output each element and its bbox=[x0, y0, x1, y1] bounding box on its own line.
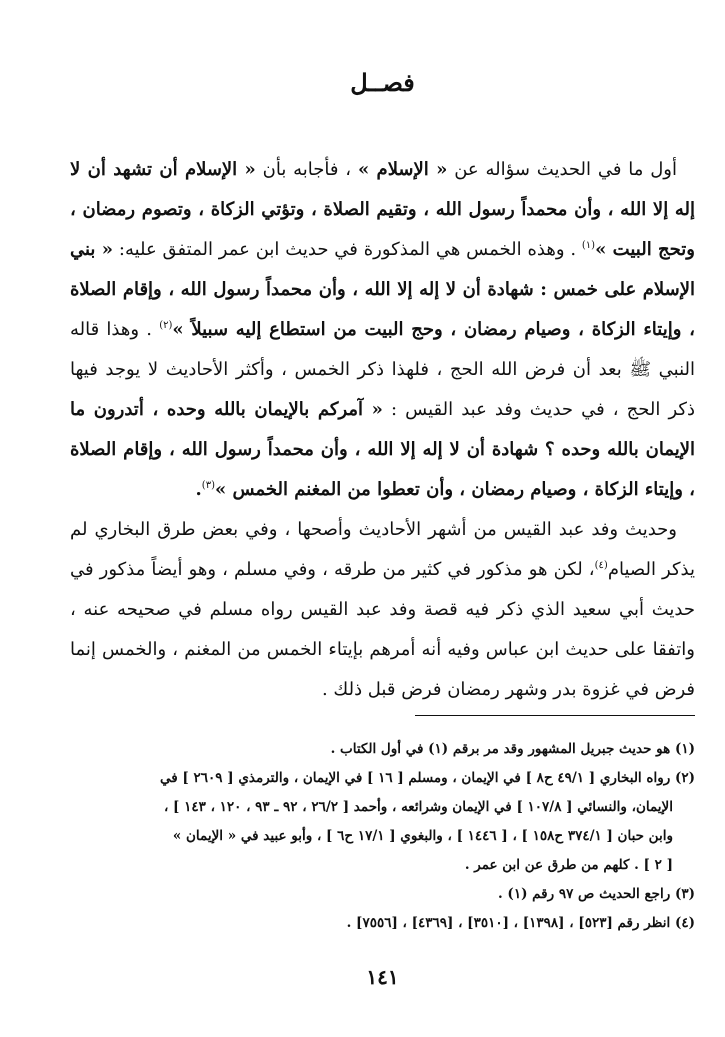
text-run: وحديث وفد عبد القيس من أشهر الأحاديث وأصحها ، وفي بعض طرق البخاري لم يذكر الصيام bbox=[70, 519, 695, 580]
document-page bbox=[70, 0, 695, 1037]
text-run: . bbox=[195, 479, 202, 500]
footnote-divider bbox=[415, 715, 695, 716]
footnote-4: (٤) انظر رقم [٥٢٣] ، [١٣٩٨] ، [٣٥١٠] ، [٤٣٦٩] ، [٧٥٥٦] . bbox=[346, 915, 695, 931]
footnote-ref-1: (١) bbox=[581, 240, 596, 251]
footnote-2-line-1: (٢) رواه البخاري [ ٤٩/١ ح٨ ] في الإيمان ، ومسلم [ ١٦ ] في الإيمان ، والترمذي [ ٢٦٠٩ ] في bbox=[160, 770, 695, 786]
text-run: أول ما في الحديث سؤاله عن bbox=[447, 159, 677, 180]
hadith-quote: « الإسلام أن تشهد أن لا إله إلا الله ، وأن محمداً رسول الله ، وتقيم الصلاة ، وتؤتي الزكاة ، وتصوم رمضان ، وتحج البيت » bbox=[70, 159, 695, 260]
footnote-2-line-4: [ ٢ ] . كلهم من طرق عن ابن عمر . bbox=[464, 857, 673, 873]
footnotes bbox=[70, 735, 695, 938]
hadith-quote: « آمركم بالإيمان بالله وحده ، أتدرون ما الإيمان بالله وحده ؟ شهادة أن لا إله إلا الله ، وأن محمداً رسول الله ، وإقام الصلاة ، وإيتاء الزكاة ، وصيام رمضان ، وأن تعطوا من المغنم الخمس » bbox=[70, 399, 695, 500]
footnote-1: (١) هو حديث جبريل المشهور وقد مر برقم (١) في أول الكتاب . bbox=[330, 741, 695, 757]
text-run: . وهذا قاله النبي ﷺ بعد أن فرض الله الحج ، فلهذا ذكر الخمس ، وأكثر الأحاديث لا يوجد فيها ذكر الحج ، في حديث وفد عبد القيس : bbox=[70, 319, 696, 420]
section-heading: فصــل bbox=[350, 68, 415, 97]
page-number: ١٤١ bbox=[366, 965, 399, 989]
footnote-ref-3: (٣) bbox=[201, 480, 215, 491]
footnote-2-line-3: وابن حبان [ ٣٧٤/١ ح١٥٨ ] ، [ ١٤٤٦ ] ، والبغوي [ ١٧/١ ح٦ ] ، وأبو عبيد في « الإيمان » bbox=[172, 828, 673, 844]
footnote-ref-4: (٤) bbox=[594, 560, 608, 571]
text-run: . وهذه الخمس هي المذكورة في حديث ابن عمر المتفق عليه: bbox=[113, 239, 582, 260]
footnote-2-line-2: الإيمان، والنسائي [ ١٠٧/٨ ] في الإيمان وشرائعه ، وأحمد [ ٢٦/٢ ، ٩٢ ـ ٩٣ ، ١٢٠ ، ١٤٣ ] ، bbox=[163, 799, 673, 815]
footnote-ref-2: (٢) bbox=[159, 320, 173, 331]
quote-islam: « الإسلام » bbox=[357, 159, 448, 180]
hadith-quote: « بني الإسلام على خمس : شهادة أن لا إله إلا الله ، وأن محمداً رسول الله ، وإقام الصلاة ، وإيتاء الزكاة ، وصيام رمضان ، وحج البيت من استطاع إليه سبيلاً » bbox=[70, 239, 695, 340]
footnote-3: (٣) راجع الحديث ص ٩٧ رقم (١) . bbox=[498, 886, 695, 902]
paragraph-2 bbox=[70, 510, 695, 710]
paragraph-1 bbox=[70, 150, 695, 510]
text-run: ، فأجابه بأن bbox=[255, 159, 358, 180]
text-run: ، لكن هو مذكور في كثير من طرقه ، وفي مسلم ، وهو أيضاً مذكور في حديث أبي سعيد الذي ذكر فيه قصة وفد عبد القيس رواه مسلم في صحيحه عنه ، واتفقا على حديث ابن عباس وفيه أنه أمرهم بإيتاء الخمس من المغنم ، والخمس إنما فرض في غزوة بدر وشهر رمضان فرض قبل ذلك . bbox=[70, 559, 695, 700]
main-text bbox=[70, 150, 695, 710]
